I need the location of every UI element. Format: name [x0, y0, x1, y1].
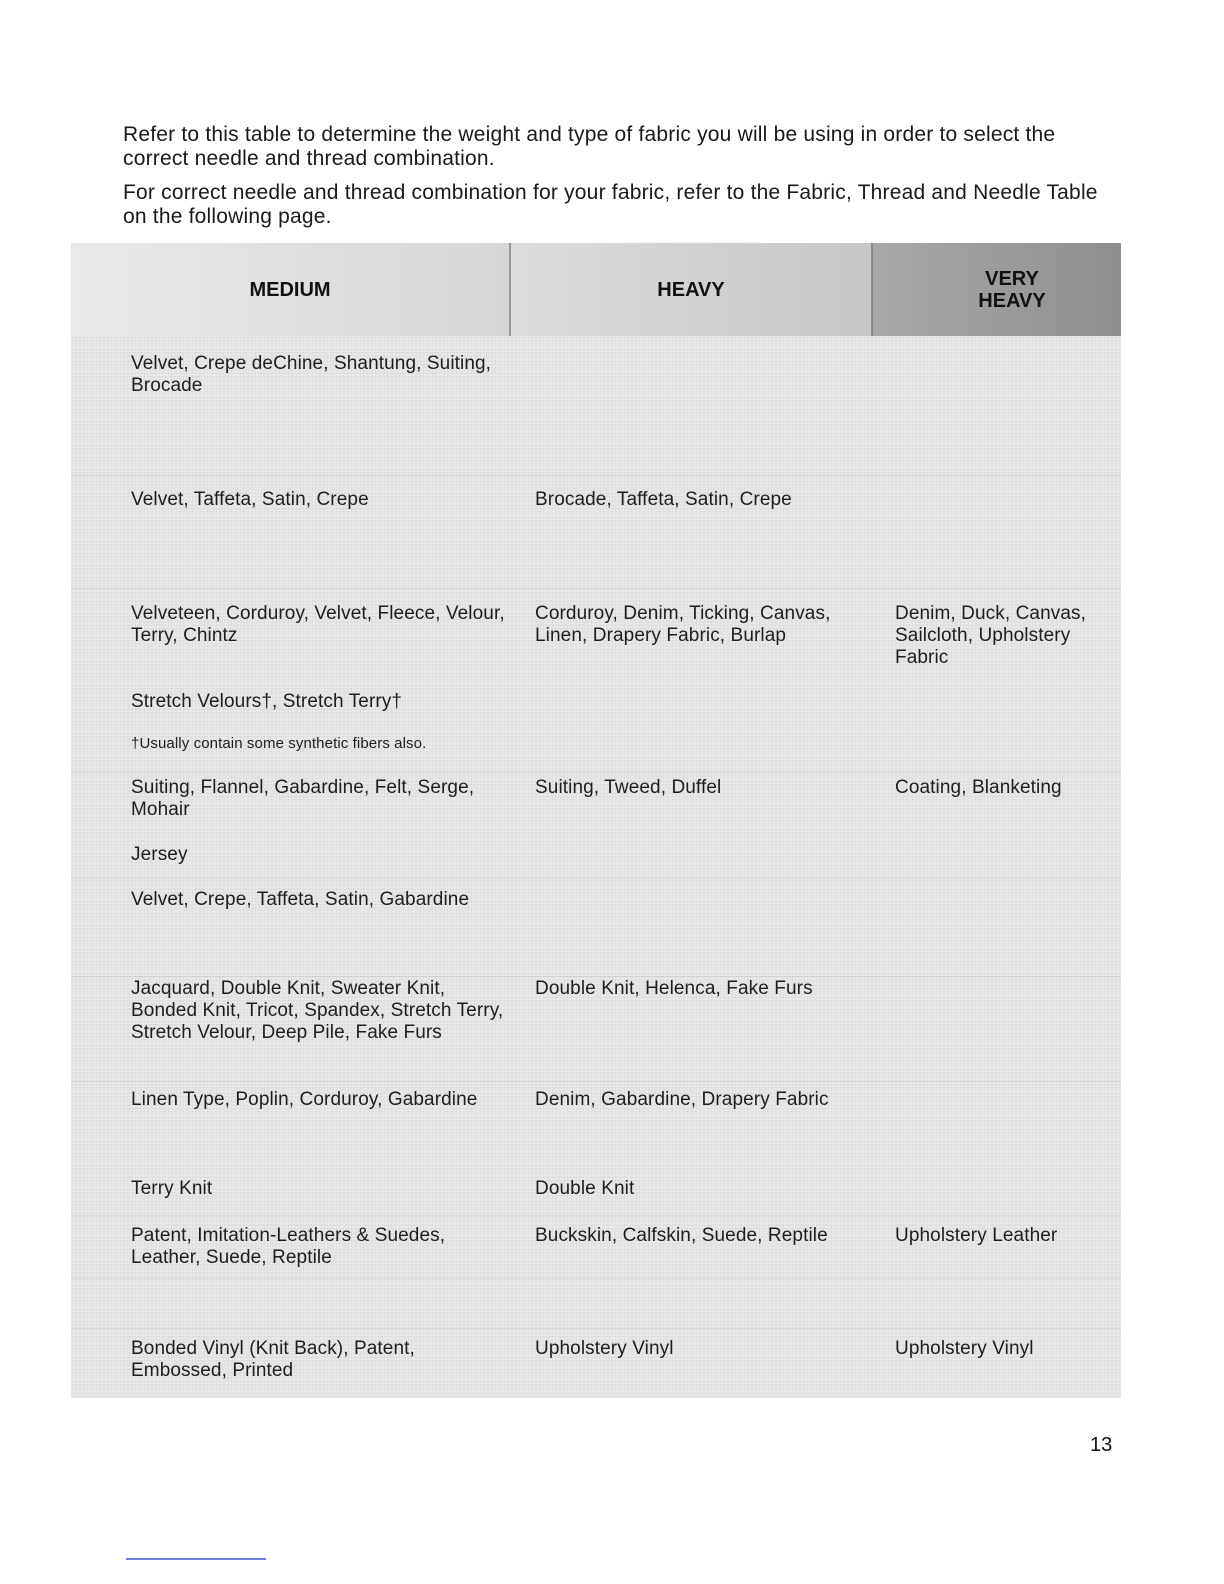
header-medium: MEDIUM	[71, 243, 511, 336]
page-number: 13	[1090, 1434, 1113, 1456]
cell-very-heavy: Upholstery Leather	[895, 1225, 1058, 1246]
cell-medium: Bonded Vinyl (Knit Back), Patent, Embossed, Printed	[131, 1338, 415, 1381]
cell-heavy: Upholstery Vinyl	[535, 1338, 674, 1359]
cell-medium: Velvet, Taffeta, Satin, Crepe	[131, 489, 369, 510]
row-divider	[71, 1328, 1121, 1329]
cell-very-heavy: Coating, Blanketing	[895, 777, 1062, 798]
cell-medium: Jacquard, Double Knit, Sweater Knit, Bonded Knit, Tricot, Spandex, Stretch Terry, Stretch Velour, Deep Pile, Fake Furs	[131, 978, 504, 1043]
cell-medium: Stretch Velours†, Stretch Terry†	[131, 691, 403, 712]
cell-medium: Terry Knit	[131, 1178, 213, 1199]
footer-rule	[126, 1558, 266, 1560]
cell-medium: Velvet, Crepe, Taffeta, Satin, Gabardine	[131, 889, 470, 910]
cell-medium: Velveteen, Corduroy, Velvet, Fleece, Velour, Terry, Chintz	[131, 603, 505, 646]
cell-heavy: Buckskin, Calfskin, Suede, Reptile	[535, 1225, 828, 1246]
row-divider	[71, 771, 1121, 772]
cell-medium: Patent, Imitation-Leathers & Suedes, Leather, Suede, Reptile	[131, 1225, 446, 1268]
cell-heavy: Double Knit, Helenca, Fake Furs	[535, 978, 813, 999]
header-very-heavy: VERY HEAVY	[873, 243, 1121, 336]
cell-heavy: Corduroy, Denim, Ticking, Canvas, Linen, Drapery Fabric, Burlap	[535, 603, 831, 646]
cell-heavy: Brocade, Taffeta, Satin, Crepe	[535, 489, 792, 510]
cell-heavy: Suiting, Tweed, Duffel	[535, 777, 722, 798]
cell-heavy: Double Knit	[535, 1178, 635, 1199]
row-divider	[71, 1081, 1121, 1082]
fabric-weight-table	[71, 243, 1121, 1398]
footnote: †Usually contain some synthetic fibers also.	[131, 735, 427, 752]
cell-very-heavy: Upholstery Vinyl	[895, 1338, 1034, 1359]
cell-medium: Linen Type, Poplin, Corduroy, Gabardine	[131, 1089, 478, 1110]
cell-very-heavy: Denim, Duck, Canvas, Sailcloth, Upholstery Fabric	[895, 603, 1087, 668]
intro-paragraph-1: Refer to this table to determine the weight and type of fabric you will be using in order to select the correct needle and thread combination.	[123, 123, 1056, 170]
row-divider	[71, 1215, 1121, 1216]
cell-heavy: Denim, Gabardine, Drapery Fabric	[535, 1089, 829, 1110]
cell-medium: Velvet, Crepe deChine, Shantung, Suiting, Brocade	[131, 353, 492, 396]
row-divider	[71, 878, 1121, 879]
row-divider	[71, 1278, 1121, 1279]
intro-paragraph-2: For correct needle and thread combination for your fabric, refer to the Fabric, Thread and Needle Table on the following page.	[123, 181, 1098, 228]
cell-medium: Suiting, Flannel, Gabardine, Felt, Serge, Mohair	[131, 777, 475, 820]
row-divider	[71, 976, 1121, 977]
row-divider	[71, 475, 1121, 476]
cell-medium: Jersey	[131, 844, 188, 865]
header-heavy: HEAVY	[511, 243, 873, 336]
row-divider	[71, 588, 1121, 589]
